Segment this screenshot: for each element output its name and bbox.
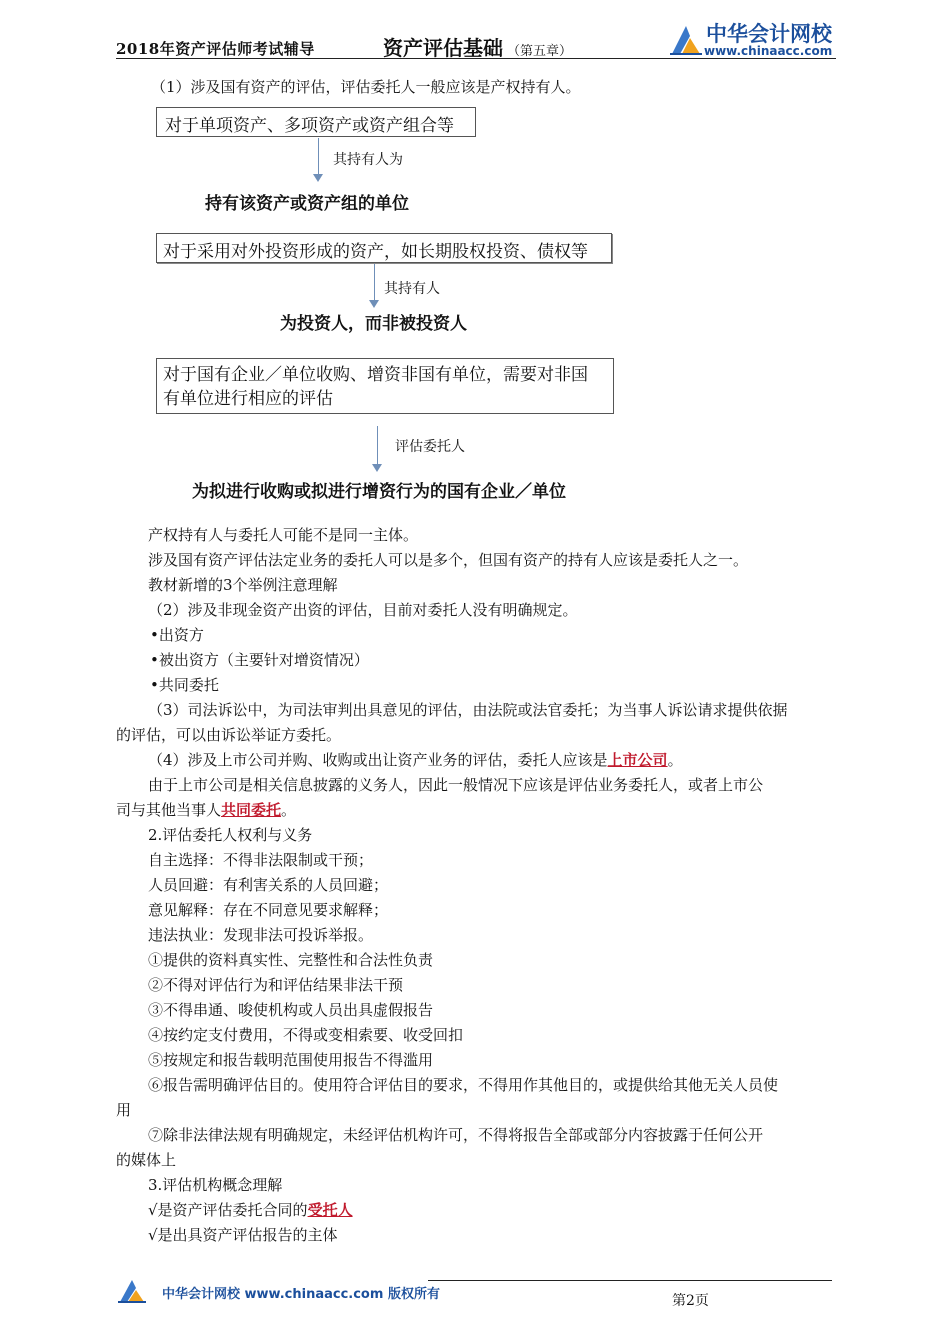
paragraph: 由于上市公司是相关信息披露的义务人，因此一般情况下应该是评估业务委托人，或者上市公 <box>148 776 764 794</box>
obligation-item: ④按约定支付费用，不得或变相索要、收受回扣 <box>148 1026 464 1044</box>
diagram2-arrow-head-icon <box>369 300 379 308</box>
logo-url: www.chinaacc.com <box>704 44 833 58</box>
section-heading: 3.评估机构概念理解 <box>148 1176 283 1194</box>
obligation-item: 用 <box>116 1101 132 1119</box>
diagram3-arrow-head-icon <box>372 464 382 472</box>
bullet-item: •被出资方（主要针对增资情况） <box>150 651 369 669</box>
diagram3-arrow-label: 评估委托人 <box>395 439 465 455</box>
right-item: 意见解释：存在不同意见要求解释； <box>148 901 389 919</box>
logo-name: 中华会计网校 <box>706 22 832 46</box>
highlight-trustee: 受托人 <box>307 1201 353 1219</box>
brand-logo[interactable] <box>668 18 846 64</box>
diagram2-result: 为投资人，而非被投资人 <box>280 314 467 334</box>
diagram1-arrow-line <box>318 138 319 176</box>
diagram1-arrow-head-icon <box>313 174 323 182</box>
right-item: 人员回避：有利害关系的人员回避； <box>148 876 389 894</box>
paragraph-text: 。 <box>281 801 297 819</box>
paragraph <box>148 750 683 770</box>
obligation-item: ⑤按规定和报告载明范围使用报告不得滥用 <box>148 1051 434 1069</box>
obligation-item: 的媒体上 <box>116 1151 177 1169</box>
header-subject-title <box>383 32 572 61</box>
paragraph: 涉及国有资产评估法定业务的委托人可以是多个，但国有资产的持有人应该是委托人之一。 <box>148 551 749 569</box>
footer-logo-icon <box>116 1276 156 1304</box>
paragraph-text: （4）涉及上市公司并购、收购或出让资产业务的评估，委托人应该是 <box>148 751 608 769</box>
obligation-item: ①提供的资料真实性、完整性和合法性负责 <box>148 951 434 969</box>
diagram2-box: 对于采用对外投资形成的资产，如长期股权投资、债权等 <box>156 233 612 263</box>
bullet-item: •共同委托 <box>150 676 219 694</box>
obligation-item: ⑦除非法律法规有明确规定，未经评估机构许可，不得将报告全部或部分内容披露于任何公开 <box>148 1126 764 1144</box>
footer-rule <box>428 1280 832 1281</box>
right-item: 自主选择：不得非法限制或干预； <box>148 851 374 869</box>
concept-text: √是资产评估委托合同的 <box>148 1201 308 1219</box>
diagram3-box-line2: 有单位进行相应的评估 <box>163 389 333 409</box>
diagram1-arrow-label: 其持有人为 <box>333 152 403 168</box>
page-number: 第2页 <box>672 1293 709 1309</box>
obligation-item: ⑥报告需明确评估目的。使用符合评估目的要求，不得用作其他目的，或提供给其他无关人员使 <box>148 1076 779 1094</box>
subject-name: 资产评估基础 <box>383 36 503 60</box>
obligation-item: ②不得对评估行为和评估结果非法干预 <box>148 976 404 994</box>
diagram3-result: 为拟进行收购或拟进行增资行为的国有企业／单位 <box>192 482 566 502</box>
paragraph-text: 。 <box>667 751 683 769</box>
intro-text: （1）涉及国有资产的评估，评估委托人一般应该是产权持有人。 <box>151 78 581 96</box>
header-course-title: 2018年资产评估师考试辅导 <box>116 40 315 58</box>
paragraph: （2）涉及非现金资产出资的评估，目前对委托人没有明确规定。 <box>148 601 578 619</box>
concept-item: √是出具资产评估报告的主体 <box>148 1226 338 1244</box>
obligation-item: ③不得串通、唆使机构或人员出具虚假报告 <box>148 1001 434 1019</box>
paragraph-text: 司与其他当事人 <box>116 801 222 819</box>
diagram1-box: 对于单项资产、多项资产或资产组合等 <box>156 107 476 137</box>
highlight-listed-company: 上市公司 <box>607 751 668 769</box>
logo-mark-icon <box>668 22 704 58</box>
paragraph: 教材新增的3个举例注意理解 <box>148 576 338 594</box>
paragraph: 的评估，可以由诉讼举证方委托。 <box>116 726 342 744</box>
footer-copyright[interactable]: 中华会计网校 www.chinaacc.com 版权所有 <box>162 1287 440 1302</box>
bullet-item: •出资方 <box>150 626 204 644</box>
concept-item <box>148 1200 353 1220</box>
diagram3-box-line1: 对于国有企业／单位收购、增资非国有单位，需要对非国 <box>163 365 588 385</box>
diagram2-arrow-label: 其持有人 <box>384 281 440 297</box>
diagram3-arrow-line <box>377 426 378 466</box>
paragraph: 产权持有人与委托人可能不是同一主体。 <box>148 526 419 544</box>
section-heading: 2.评估委托人权利与义务 <box>148 826 313 844</box>
highlight-joint-entrust: 共同委托 <box>221 801 282 819</box>
diagram2-arrow-line <box>374 264 375 302</box>
chapter-label: （第五章） <box>507 44 573 59</box>
right-item: 违法执业：发现非法可投诉举报。 <box>148 926 374 944</box>
paragraph: （3）司法诉讼中，为司法审判出具意见的评估，由法院或法官委托；为当事人诉讼请求提供依据 <box>148 701 788 719</box>
paragraph <box>116 800 296 820</box>
diagram3-box <box>156 358 614 414</box>
diagram1-result: 持有该资产或资产组的单位 <box>205 194 409 214</box>
